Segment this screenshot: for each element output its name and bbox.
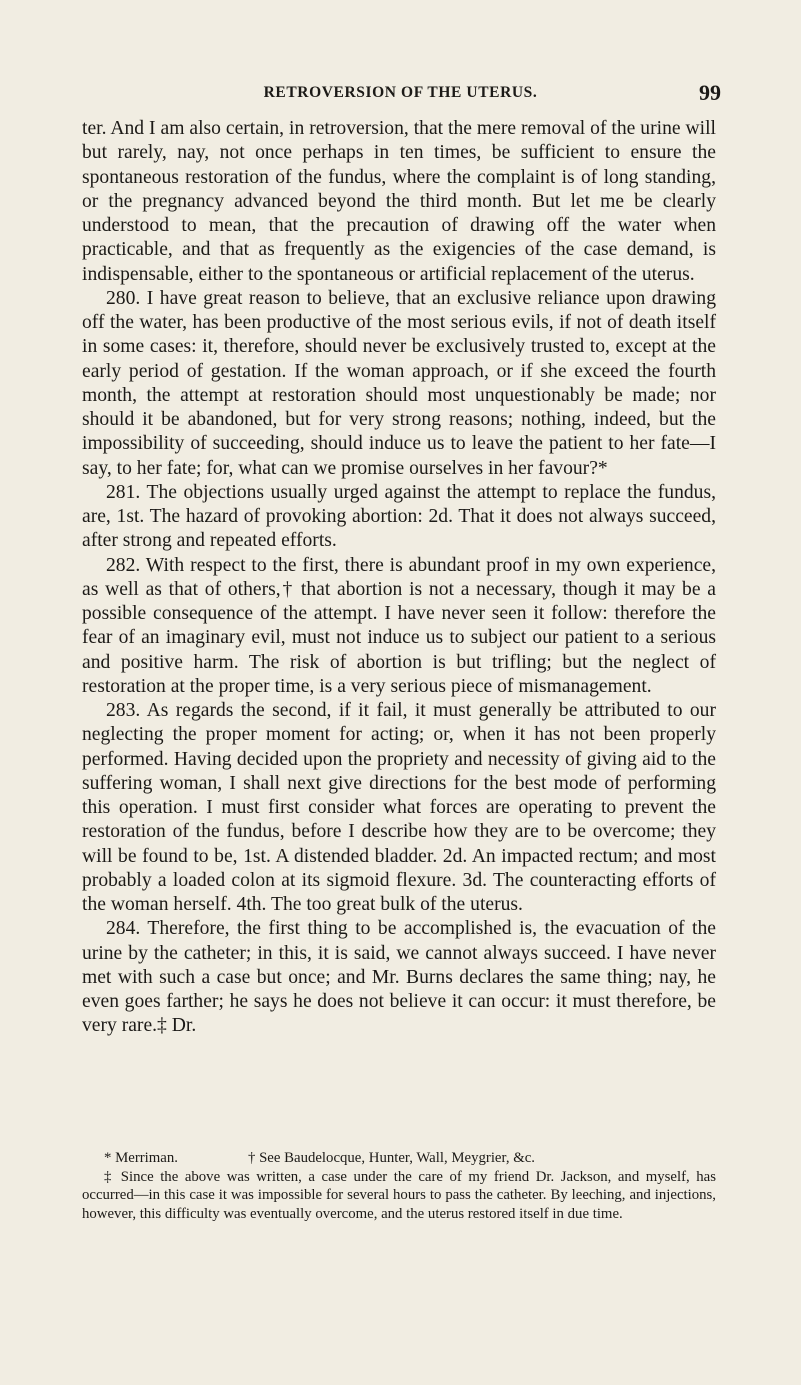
footnote-dagger: † See Baudelocque, Hunter, Wall, Meygrier, &c. bbox=[247, 1150, 536, 1166]
footnote-star-dagger bbox=[82, 1149, 716, 1168]
running-head: RETROVERSION OF THE UTERUS. bbox=[263, 84, 538, 101]
paragraph-284: 284. Therefore, the first thing to be accomplished is, the evacuation of the urine by the catheter; in this, it is said, we cannot always succeed. I have never met with such a case but once; and Mr. Burns declares the same thing; nay, he even goes farther; he says he does not believe it can occur: it must therefore, be very rare.‡ Dr. bbox=[82, 918, 716, 1037]
paragraph-282: 282. With respect to the first, there is abundant proof in my own experience, as well as that of others,† that abortion is not a necessary, though it may be a possible consequence of the attempt. I have never seen it follow: therefore the fear of an imaginary evil, must not induce us to subject our patient to a serious and positive harm. The risk of abortion is but trifling; but the neglect of restoration at the proper time, is a very serious piece of mismanagement. bbox=[82, 554, 716, 697]
paragraph-continued: ter. And I am also certain, in retroversion, that the mere removal of the urine will but rarely, nay, not once perhaps in ten times, be sufficient to ensure the spontaneous restoration of the fundus, where the complaint is of long standing, or the pregnancy advanced beyond the third month. But let me be clearly understood to mean, that the precaution of drawing off the water when practicable, and that as frequently as the exigencies of the case demand, is indispensable, either to the spontaneous or artificial replacement of the uterus. bbox=[82, 118, 716, 285]
footnote-star: * Merriman. bbox=[104, 1150, 178, 1166]
page-number: 99 bbox=[699, 80, 721, 105]
footnote-double-dagger: ‡ Since the above was written, a case under the care of my friend Dr. Jackson, and myself, has occurred—in this case it was impossible for several hours to pass the catheter. By leeching, and injections, however, this difficulty was eventually overcome, and the uterus restored itself in due time. bbox=[82, 1168, 716, 1222]
footnotes bbox=[82, 1149, 716, 1223]
body-text bbox=[82, 117, 716, 1039]
page-header bbox=[0, 80, 801, 106]
paragraph-283: 283. As regards the second, if it fail, it must generally be attributed to our neglecting the proper moment for acting; or, when it has not been properly performed. Having decided upon the propriety and necessity of giving aid to the suffering woman, I shall next give directions for the best mode of performing this operation. I must first consider what forces are operating to prevent the restoration of the fundus, before I describe how they are to be overcome; they will be found to be, 1st. A distended bladder. 2d. An impacted rectum; and most probably a loaded colon at its sigmoid flexure. 3d. The counteracting efforts of the woman herself. 4th. The too great bulk of the uterus. bbox=[82, 700, 716, 915]
paragraph-280: 280. I have great reason to believe, that an exclusive reliance upon drawing off the water, has been productive of the most serious evils, if not of death itself in some cases: it, therefore, should never be exclusively trusted to, except at the early period of gestation. If the woman approach, or if she exceed the fourth month, the attempt at restoration should most unquestionably be made; nor should it be abandoned, but for very strong reasons; nothing, indeed, but the impossibility of succeeding, should induce us to leave the patient to her fate—I say, to her fate; for, what can we promise ourselves in her favour?* bbox=[82, 287, 716, 479]
paragraph-281: 281. The objections usually urged against the attempt to replace the fundus, are, 1st. The hazard of provoking abortion: 2d. That it does not always succeed, after strong and repeated efforts. bbox=[82, 481, 716, 552]
